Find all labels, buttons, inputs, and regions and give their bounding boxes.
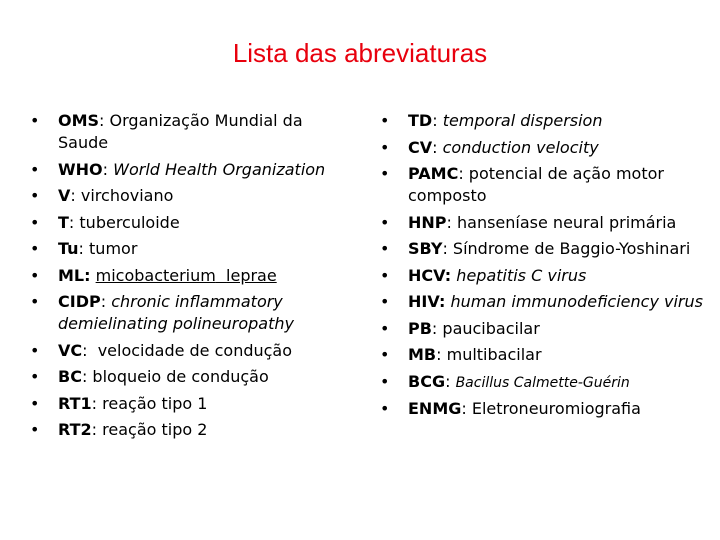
list-item bbox=[380, 137, 710, 159]
abbr-separator: : bbox=[82, 340, 98, 360]
abbr-separator: : bbox=[81, 367, 93, 386]
list-item bbox=[30, 366, 350, 388]
abbr-term: Tu bbox=[58, 239, 79, 258]
abbr-term: PAMC bbox=[408, 164, 459, 183]
abbr-description: conduction velocity bbox=[442, 137, 599, 157]
abbr-term: BCG bbox=[408, 371, 446, 391]
abbr-separator: : bbox=[100, 292, 112, 311]
abbr-term: CIDP bbox=[58, 292, 101, 311]
list-item bbox=[30, 159, 350, 181]
abbr-separator: : bbox=[432, 137, 443, 157]
abbr-description: hanseníase neural primária bbox=[457, 212, 677, 232]
abbr-term: VC bbox=[58, 340, 83, 360]
abbr-term: ENMG bbox=[408, 399, 462, 418]
abbr-separator: : bbox=[91, 420, 103, 439]
list-item bbox=[380, 344, 710, 366]
abbr-term: SBY bbox=[408, 239, 443, 258]
abbr-separator: : bbox=[446, 212, 457, 232]
list-item bbox=[380, 291, 710, 313]
abbreviation-list-right bbox=[380, 110, 710, 425]
list-item bbox=[30, 212, 350, 234]
abbr-term: RT1 bbox=[58, 393, 92, 413]
abbr-separator: : bbox=[70, 186, 81, 205]
abbr-description: Eletroneuromiografia bbox=[471, 399, 641, 418]
abbr-description: temporal dispersion bbox=[442, 111, 603, 130]
abbr-description-species: leprae bbox=[226, 265, 277, 285]
abbr-term: PB bbox=[408, 318, 432, 338]
abbr-separator: : bbox=[442, 239, 453, 258]
abbr-description: velocidade de condução bbox=[97, 340, 293, 360]
abbr-term: HCV: bbox=[408, 265, 452, 285]
list-item bbox=[380, 398, 710, 420]
list-item bbox=[380, 265, 710, 287]
abbr-separator: : bbox=[78, 239, 90, 258]
abbr-term: OMS bbox=[58, 111, 100, 130]
abbr-term: HIV: bbox=[408, 292, 446, 311]
abbr-description: Bacillus Calmette-Guérin bbox=[455, 374, 630, 391]
abbr-description: human immunodeficiency virus bbox=[450, 292, 703, 311]
abbr-description: tumor bbox=[89, 239, 138, 258]
list-item bbox=[30, 110, 350, 154]
list-item bbox=[380, 238, 710, 260]
abbr-separator: : bbox=[91, 393, 103, 413]
abbr-description: potencial de ação motor composto bbox=[408, 164, 664, 205]
abbr-separator: : bbox=[445, 371, 456, 391]
list-item bbox=[380, 318, 710, 340]
abbr-separator: : bbox=[461, 399, 472, 418]
abbr-term: MB bbox=[408, 345, 437, 364]
abbr-description: Organização Mundial da Saude bbox=[58, 111, 303, 152]
abbr-description: reação tipo 2 bbox=[102, 420, 208, 439]
abbr-term: T bbox=[58, 212, 69, 232]
abbr-term: HNP bbox=[408, 212, 447, 232]
abbr-separator: : bbox=[68, 212, 80, 232]
abbr-separator: : bbox=[102, 159, 114, 179]
list-item bbox=[380, 110, 710, 132]
abbr-description-gap bbox=[216, 266, 226, 285]
abbr-separator: : bbox=[458, 164, 469, 183]
list-item bbox=[380, 163, 710, 207]
abbr-description: chronic inflammatory demielinating polineuropathy bbox=[58, 292, 294, 333]
slide-title: Lista das abreviaturas bbox=[232, 38, 488, 68]
abbr-term: ML: bbox=[58, 265, 91, 285]
abbr-term: WHO bbox=[58, 159, 103, 179]
list-item bbox=[30, 393, 350, 415]
abbr-separator: : bbox=[431, 318, 443, 338]
abbr-term: V bbox=[58, 186, 71, 205]
abbr-term: TD bbox=[408, 111, 433, 130]
abbr-description: multibacilar bbox=[446, 345, 542, 364]
abbr-separator: : bbox=[436, 345, 447, 364]
abbr-description: World Health Organization bbox=[113, 159, 326, 179]
abbr-separator: : bbox=[99, 111, 110, 130]
abbr-description: reação tipo 1 bbox=[102, 393, 208, 413]
list-item bbox=[30, 185, 350, 207]
abbreviation-list-left bbox=[30, 110, 350, 446]
abbr-description: virchoviano bbox=[80, 186, 174, 205]
abbr-term: RT2 bbox=[58, 420, 92, 439]
list-item bbox=[30, 340, 350, 362]
abbr-term: BC bbox=[58, 367, 82, 386]
abbr-term: CV bbox=[408, 137, 433, 157]
abbr-description: hepatitis C virus bbox=[456, 265, 587, 285]
list-item bbox=[30, 238, 350, 260]
abbr-description: paucibacilar bbox=[442, 318, 540, 338]
abbr-description: bloqueio de condução bbox=[92, 367, 269, 386]
list-item bbox=[380, 371, 710, 394]
list-item bbox=[380, 212, 710, 234]
abbr-separator: : bbox=[432, 111, 443, 130]
abbr-description: Síndrome de Baggio-Yoshinari bbox=[452, 239, 691, 258]
abbr-description-genus: micobacterium bbox=[95, 265, 216, 285]
abbr-description: tuberculoide bbox=[79, 212, 180, 232]
list-item bbox=[30, 291, 350, 335]
list-item bbox=[30, 265, 350, 287]
list-item bbox=[30, 419, 350, 441]
